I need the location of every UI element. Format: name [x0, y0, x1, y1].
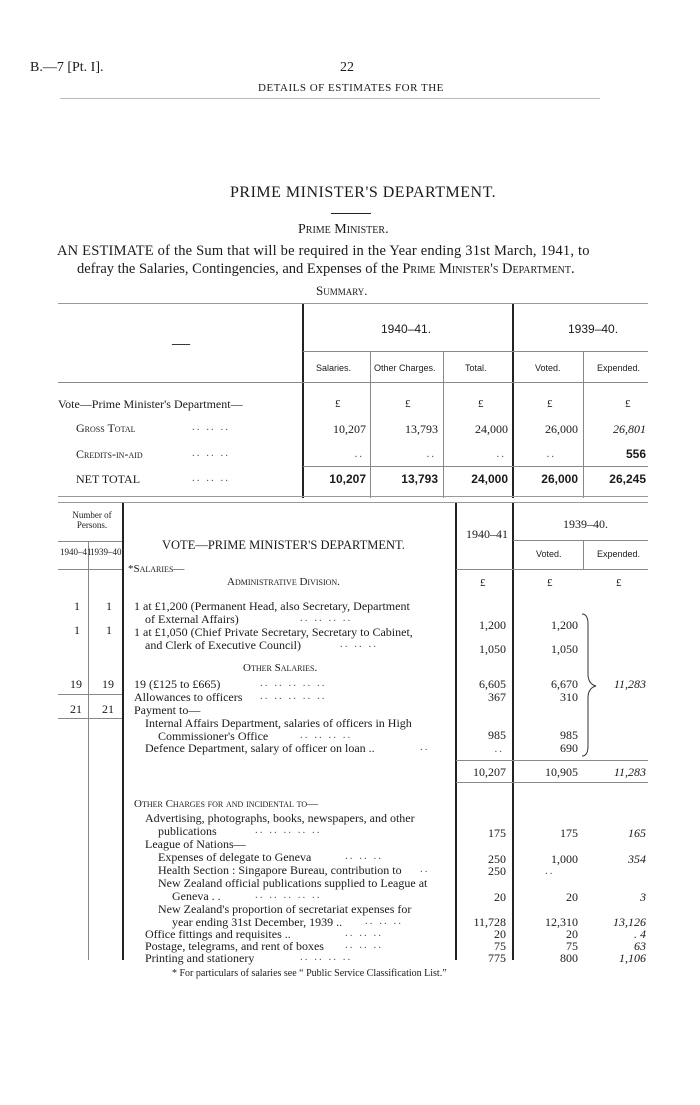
summary-row-label: NET TOTAL — [76, 472, 141, 486]
summary-row-label: Gross Total — [76, 421, 136, 435]
leader-dots: .. .. .. .. .. — [260, 690, 327, 702]
line-item: publications — [158, 824, 217, 838]
department-title: PRIME MINISTER'S DEPARTMENT. — [230, 184, 497, 201]
detail-vline-exp — [583, 540, 584, 570]
line-item: year ending 31st December, 1939 .. — [172, 915, 343, 929]
persons-total: 21 — [102, 702, 114, 716]
summary-cell: 26,000 — [545, 422, 578, 436]
col-other-charges: Other Charges. — [374, 363, 436, 373]
summary-vote-label: Vote—Prime Minister's Department— — [58, 397, 243, 411]
prior-year-rule — [513, 540, 648, 541]
estimate-cell: 75 — [494, 939, 506, 953]
detail-year-prior: 1939–40. — [563, 517, 608, 531]
estimate-line-1: AN ESTIMATE of the Sum that will be required in the Year ending 31st March, 1941, to — [57, 243, 590, 259]
persons-total-rule — [58, 718, 122, 719]
pound-sign: £ — [547, 577, 553, 589]
summary-cell: 10,207 — [329, 472, 366, 486]
line-item: Expenses of delegate to Geneva — [158, 850, 312, 864]
summary-cell: 24,000 — [471, 472, 508, 486]
summary-cell: 13,793 — [405, 422, 438, 436]
estimate-cell: 1,200 — [479, 618, 506, 632]
line-item: of External Affairs) — [145, 612, 239, 626]
estimate-cell: 367 — [488, 690, 506, 704]
voted-cell: 800 — [560, 951, 578, 965]
detail-col-expended: Expended. — [597, 549, 641, 559]
estimate-cell: 175 — [488, 826, 506, 840]
title-divider — [331, 213, 371, 214]
expended-cell: 354 — [628, 852, 646, 866]
leader-dots: .. .. .. — [345, 850, 383, 862]
expended-cell: 13,126 — [613, 915, 646, 929]
summary-title: Summary. — [316, 283, 368, 298]
summary-vline-4 — [443, 352, 444, 498]
leader-dots: .. .. .. — [192, 447, 230, 459]
leader-dots: .. .. .. .. — [300, 951, 353, 963]
estimate-cell: 11,728 — [473, 915, 506, 929]
leader-dots: .. .. .. .. .. — [260, 677, 327, 689]
footnote: * For particulars of salaries see “ Public Service Classification List.” — [172, 968, 447, 979]
persons-count: 1 — [106, 623, 112, 637]
line-item: New Zealand official publications supplied to League at — [158, 876, 428, 890]
voted-cell: 20 — [566, 927, 578, 941]
voted-cell: 175 — [560, 826, 578, 840]
summary-vline-5 — [583, 352, 584, 498]
summary-year-current: 1940–41. — [381, 322, 432, 336]
line-item: Office fittings and requisites .. — [145, 927, 291, 941]
line-item: Printing and stationery — [145, 951, 255, 965]
detail-vline-persons-mid — [88, 542, 89, 960]
detail-vline-voted — [512, 503, 514, 960]
summary-row-label: Credits-in-aid — [76, 447, 143, 461]
pound-sign: £ — [478, 398, 484, 410]
persons-count: 19 — [70, 677, 82, 691]
voted-cell: 12,310 — [545, 915, 578, 929]
expended-cell: 1,106 — [619, 951, 646, 965]
summary-cell: 26,245 — [609, 472, 646, 486]
persons-count: 1 — [106, 599, 112, 613]
estimate-line-2-dept: Prime Minister's Department. — [402, 261, 575, 277]
line-item: Allowances to officers — [134, 690, 243, 704]
admin-division-heading: Administrative Division. — [227, 576, 340, 588]
voted-cell: .. — [545, 865, 555, 877]
line-item: League of Nations— — [145, 837, 246, 851]
estimate-cell: 1,050 — [479, 642, 506, 656]
line-item: New Zealand's proportion of secretariat expenses for — [158, 902, 412, 916]
estimate-cell: 985 — [488, 728, 506, 742]
subtotal-estimate: 10,207 — [473, 765, 506, 779]
leader-dots: .. .. .. — [365, 915, 403, 927]
line-item: Defence Department, salary of officer on loan .. — [145, 741, 375, 755]
line-item: 1 at £1,200 (Permanent Head, also Secretary, Department — [134, 599, 410, 613]
persons-count: 1 — [74, 599, 80, 613]
leader-dots: .. .. .. .. — [300, 612, 353, 624]
summary-header-rule — [58, 382, 648, 383]
leader-dots: .. .. .. .. .. — [255, 824, 322, 836]
estimate-line-2 — [77, 261, 575, 278]
voted-cell: 1,050 — [551, 642, 578, 656]
other-charges-heading: Other Charges for and incidental to— — [134, 798, 319, 810]
line-item: 1 at £1,050 (Chief Private Secretary, Secretary to Cabinet, — [134, 625, 413, 639]
persons-year-b: 1939–40 — [90, 547, 122, 557]
persons-total: 21 — [70, 702, 82, 716]
line-item: and Clerk of Executive Council) — [145, 638, 301, 652]
persons-subheader-rule — [58, 569, 122, 570]
detail-vline-est — [455, 503, 457, 960]
voted-cell: 310 — [560, 690, 578, 704]
salaries-subtotal-rule — [456, 760, 648, 761]
estimate-cell: 20 — [494, 927, 506, 941]
summary-cell: 26,000 — [541, 472, 578, 486]
persons-year-a: 1940–41 — [60, 547, 92, 557]
summary-cell: .. — [496, 448, 506, 460]
pound-sign: £ — [616, 577, 622, 589]
persons-subtotal-rule — [58, 694, 122, 695]
running-title: DETAILS OF ESTIMATES FOR THE — [258, 82, 444, 94]
summary-vline-3 — [370, 352, 371, 498]
col-total: Total. — [465, 363, 487, 373]
summary-cell: 26,801 — [613, 422, 646, 436]
summary-year-prior: 1939–40. — [568, 322, 619, 336]
voted-cell: 1,200 — [551, 618, 578, 632]
summary-vline-2 — [512, 304, 514, 498]
salaries-heading: *Salaries— — [128, 563, 185, 575]
detail-year-current: 1940–41 — [466, 527, 508, 541]
estimate-cell: 250 — [488, 864, 506, 878]
persons-count: 1 — [74, 623, 80, 637]
leader-dots: .. .. .. — [340, 638, 378, 650]
number-of-persons: Number of Persons. — [72, 510, 112, 530]
page-number: 22 — [340, 60, 354, 75]
summary-cell: 10,207 — [333, 422, 366, 436]
summary-cell: 24,000 — [475, 422, 508, 436]
line-item: Postage, telegrams, and rent of boxes — [145, 939, 324, 953]
leader-dots: .. .. .. — [345, 939, 383, 951]
persons-header-rule — [58, 541, 122, 542]
line-item: Internal Affairs Department, salaries of officers in High — [145, 716, 412, 730]
pound-sign: £ — [405, 398, 411, 410]
summary-cell: 556 — [625, 447, 646, 461]
leader-dots: .. — [420, 741, 430, 753]
summary-cell: 13,793 — [401, 472, 438, 486]
summary-dash: — — [172, 333, 190, 353]
line-item: Advertising, photographs, books, newspapers, and other — [145, 811, 415, 825]
summary-cell: .. — [426, 448, 436, 460]
line-item: Geneva . . — [172, 889, 221, 903]
detail-vline-persons — [122, 503, 124, 960]
voted-cell: 985 — [560, 728, 578, 742]
leader-dots: .. .. .. — [192, 472, 230, 484]
leader-dots: .. .. .. .. .. — [255, 889, 322, 901]
expended-cell: 3 — [640, 890, 646, 904]
detail-header-rule — [456, 569, 648, 570]
leader-dots: .. .. .. .. — [300, 729, 353, 741]
estimate-cell: 20 — [494, 890, 506, 904]
voted-cell: 1,000 — [551, 852, 578, 866]
expended-cell: 63 — [634, 939, 646, 953]
summary-year-rule — [303, 351, 648, 352]
voted-cell: 690 — [560, 741, 578, 755]
pound-sign: £ — [625, 398, 631, 410]
detail-top-rule — [58, 502, 648, 503]
expended-cell: . 4 — [634, 927, 646, 941]
leader-dots: .. .. .. — [345, 927, 383, 939]
estimate-cell: 775 — [488, 951, 506, 965]
header-divider — [60, 98, 600, 99]
other-salaries-heading: Other Salaries. — [243, 662, 318, 674]
col-expended: Expended. — [597, 363, 641, 373]
persons-count: 19 — [102, 677, 114, 691]
expended-cell: 165 — [628, 826, 646, 840]
subtotal-voted: 10,905 — [545, 765, 578, 779]
pound-sign: £ — [480, 577, 486, 589]
salaries-total-rule — [456, 782, 648, 783]
estimate-cell: 250 — [488, 852, 506, 866]
line-item: Commissioner's Office — [158, 729, 269, 743]
leader-dots: .. .. .. — [192, 421, 230, 433]
pound-sign: £ — [335, 398, 341, 410]
col-salaries: Salaries. — [316, 363, 352, 373]
summary-cell: .. — [546, 448, 556, 460]
summary-cell: .. — [354, 448, 364, 460]
voted-cell: 20 — [566, 890, 578, 904]
summary-bottom-rule — [58, 496, 648, 497]
pound-sign: £ — [547, 398, 553, 410]
estimate-cell: 6,605 — [479, 677, 506, 691]
payment-to-heading: Payment to— — [134, 703, 201, 717]
detail-col-voted: Voted. — [536, 549, 562, 559]
summary-net-rule-top — [303, 466, 648, 467]
expended-bracket-value: 11,283 — [613, 677, 646, 691]
line-item: Health Section : Singapore Bureau, contribution to — [158, 863, 402, 877]
leader-dots: .. — [420, 863, 430, 875]
subtotal-expended: 11,283 — [613, 765, 646, 779]
page-reference: B.—7 [Pt. I]. — [30, 60, 104, 75]
col-voted: Voted. — [535, 363, 561, 373]
line-item: 19 (£125 to £665) — [134, 677, 221, 691]
subtitle: Prime Minister. — [298, 222, 389, 237]
estimate-cell: .. — [494, 743, 504, 755]
vote-title: VOTE—PRIME MINISTER'S DEPARTMENT. — [162, 538, 405, 552]
voted-cell: 75 — [566, 939, 578, 953]
summary-vline-1 — [302, 304, 304, 498]
estimate-line-2-prefix: defray the Salaries, Contingencies, and Expenses of the — [77, 261, 399, 277]
voted-cell: 6,670 — [551, 677, 578, 691]
summary-top-rule — [58, 303, 648, 304]
